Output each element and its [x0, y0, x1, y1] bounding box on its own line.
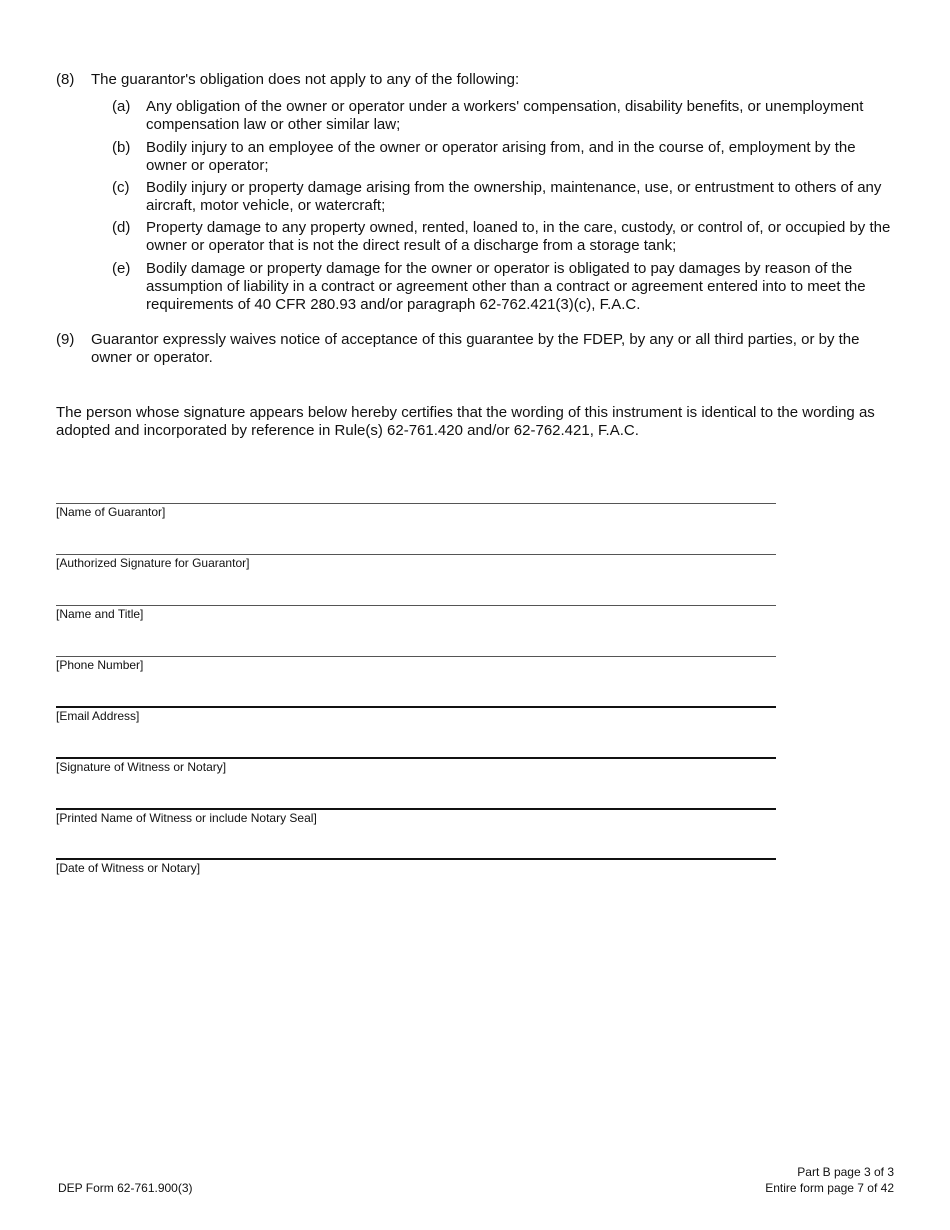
label-name-of-guarantor: [Name of Guarantor] [56, 505, 166, 519]
signature-line-email-address[interactable] [56, 706, 776, 708]
subclause-letter: (a) [112, 98, 131, 115]
subclause-text: Bodily injury to an employee of the owner or operator arising from, and in the course of, employment by the owner or operator; [146, 139, 856, 174]
clause-number: (9) [56, 331, 75, 348]
signature-line-phone-number[interactable] [56, 656, 776, 657]
label-phone-number: [Phone Number] [56, 658, 144, 672]
signature-line-witness-date[interactable] [56, 858, 776, 860]
subclause-text: Bodily injury or property damage arising from the ownership, maintenance, use, or entrustment to others of any aircraft, motor vehicle, or watercraft; [146, 179, 882, 214]
subclause-text: Bodily damage or property damage for the owner or operator is obligated to pay damages by reason of the assumption of liability in a contract or agreement other than a contract or agreement entered into to meet the requirements of 40 CFR 280.93 and/or paragraph 62-762.421(3)(c), F.A.C. [146, 260, 866, 313]
subclause-text: Any obligation of the owner or operator under a workers' compensation, disability benefits, or unemployment compensation law or other similar law; [146, 98, 864, 133]
subclause-e [112, 260, 892, 314]
subclause-letter: (d) [112, 219, 131, 236]
label-email-address: [Email Address] [56, 709, 140, 723]
subclause-letter: (c) [112, 179, 130, 196]
clause-8 [56, 71, 896, 89]
clause-text: The guarantor's obligation does not apply to any of the following: [91, 71, 520, 88]
footer-part-page: Part B page 3 of 3 [797, 1165, 894, 1179]
clause-9 [56, 331, 896, 367]
label-authorized-signature: [Authorized Signature for Guarantor] [56, 556, 250, 570]
subclause-a [112, 98, 892, 134]
subclause-d [112, 219, 892, 255]
label-witness-date: [Date of Witness or Notary] [56, 861, 201, 875]
subclause-b [112, 139, 892, 175]
signature-line-witness-signature[interactable] [56, 757, 776, 759]
signature-line-name-of-guarantor[interactable] [56, 503, 776, 504]
subclause-text: Property damage to any property owned, rented, loaned to, in the care, custody, or control of, or occupied by the owner or operator that is not the direct result of a discharge from a storage tank; [146, 219, 891, 254]
label-witness-printed-name: [Printed Name of Witness or include Notary Seal] [56, 811, 317, 825]
certification-paragraph: The person whose signature appears below hereby certifies that the wording of this instrument is identical to the wording as adopted and incorporated by reference in Rule(s) 62-761.420 and/or 62-762.421, F.A.C. [56, 404, 875, 439]
clause-number: (8) [56, 71, 75, 88]
footer-form-id: DEP Form 62-761.900(3) [58, 1181, 193, 1195]
label-name-and-title: [Name and Title] [56, 607, 144, 621]
subclause-c [112, 179, 892, 215]
label-witness-signature: [Signature of Witness or Notary] [56, 760, 227, 774]
signature-line-witness-printed-name[interactable] [56, 808, 776, 810]
subclause-letter: (e) [112, 260, 131, 277]
footer-page-numbers [765, 1164, 894, 1196]
signature-line-authorized-signature[interactable] [56, 554, 776, 555]
footer-form-page: Entire form page 7 of 42 [765, 1181, 894, 1195]
clause-text: Guarantor expressly waives notice of acceptance of this guarantee by the FDEP, by any or all third parties, or by the owner or operator. [91, 331, 860, 366]
signature-line-name-and-title[interactable] [56, 605, 776, 606]
subclause-letter: (b) [112, 139, 131, 156]
